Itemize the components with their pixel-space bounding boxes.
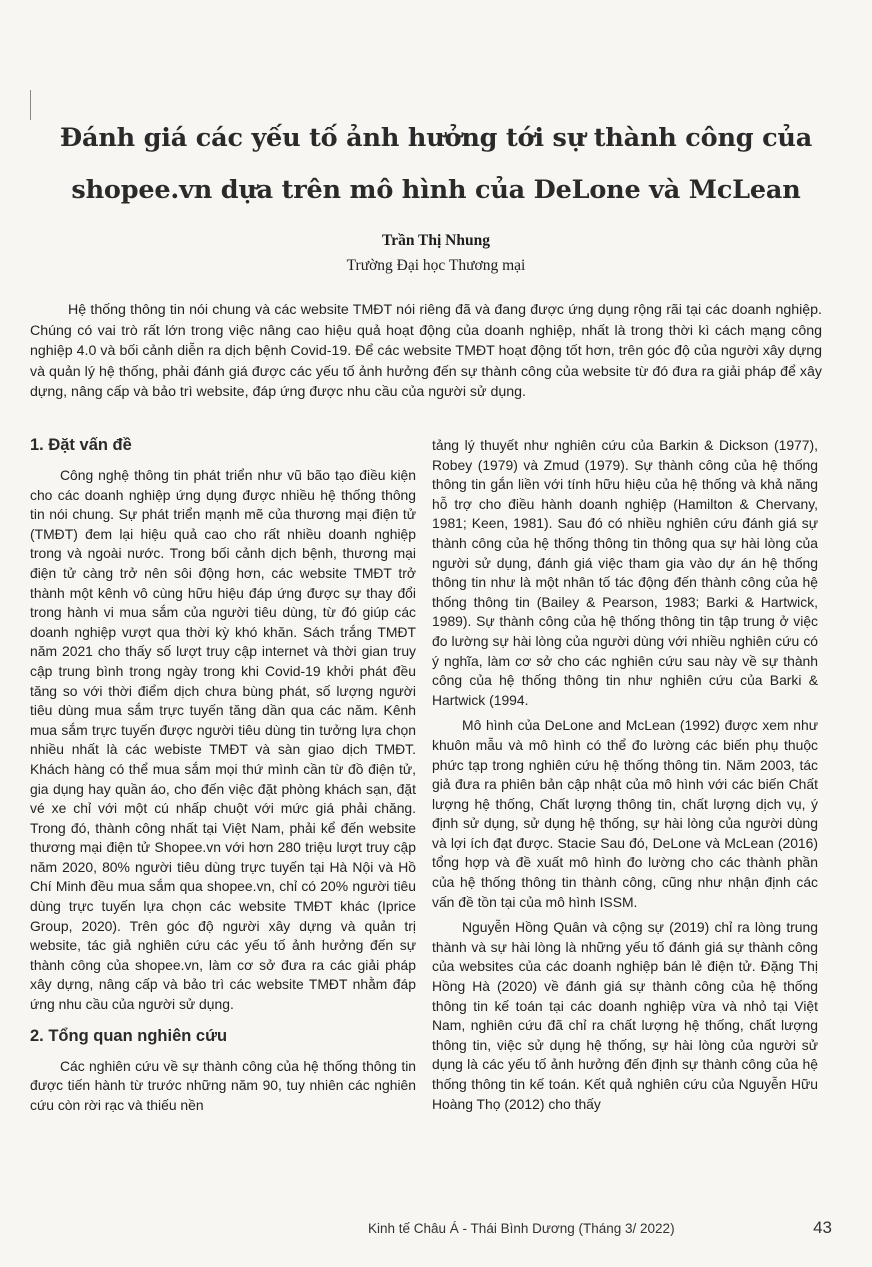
left-column <box>30 434 416 1121</box>
right-column <box>432 436 818 1120</box>
journal-footer: Kinh tế Châu Á - Thái Bình Dương (Tháng 3/ 2022) <box>368 1221 675 1236</box>
title-line-1: Đánh giá các yếu tố ảnh hưởng tới sự thành công của <box>59 123 813 153</box>
section-2-paragraph-1-start: Các nghiên cứu về sự thành công của hệ thống thông tin được tiến hành từ trước những năm 90, tuy nhiên các nghiên cứu còn rời rạc và thiếu nền <box>30 1057 416 1113</box>
section-2-paragraph-3: Nguyễn Hồng Quân và cộng sự (2019) chỉ ra lòng trung thành và sự hài lòng là những yếu tố đánh giá sự thành công của websites của các doanh nghiệp bán lẻ điện tử. Đặng Thị Hồng Hà (2020) về đánh giá sự thành công của hệ thống thông tin kế toán tại các doanh nghiệp vừa và nhỏ tại Việt Nam, nghiên cứu đã chỉ ra chất lượng hệ thống, chất lượng thông tin, việc sử dụng hệ thống, sự hài lòng của người sử dụng là các yếu tố ảnh hưởng đến định sự thành công của hệ thống thông tin kế toán. Kết quả nghiên cứu của Nguyễn Hữu Hoàng Thọ (2012) cho thấy <box>432 919 818 1112</box>
section-1-heading: 1. Đặt vấn đề <box>30 436 132 454</box>
section-2-heading: 2. Tổng quan nghiên cứu <box>30 1026 228 1045</box>
author-name: Trần Thị Nhung <box>382 232 490 249</box>
section-1-paragraph: Công nghệ thông tin phát triển như vũ bão tạo điều kiện cho các doanh nghiệp ứng dụng được nhiều hệ thống thông tin nói chung. Sự phát triển mạnh mẽ của thương mại điện tử (TMĐT) đem lại hiệu quả cao cho rất nhiều doanh nghiệp trong và ngoài nước. Trong bối cảnh dịch bệnh, thương mại điện tử càng trở nên sôi động hơn, các website TMĐT trở thành một kênh vô cùng hữu hiệu đáp ứng được sự thay đổi trong hành vi mua sắm của người tiêu dùng, từ đó giúp các doanh nghiệp vượt qua thời kỳ khó khăn. Sách trắng TMĐT năm 2021 cho thấy số lượt truy cập internet và thời gian truy cập trung bình trong ngày trong khi Covid-19 khởi phát đều tăng so với thời điểm dịch chưa bùng phát, số lượng người tiêu dùng mua sắm trực tuyến tăng dần qua các năm. Kênh mua sắm trực tuyến được người tiêu dùng tin tưởng lựa chọn nhiều nhất là các webiste TMĐT và sàn giao dịch TMĐT. Khách hàng có thể mua sắm mọi thứ mình cần từ đồ điện tử, gia dụng hay quần áo, cho đến việc đặt phòng khách sạn, đặt vé xe chỉ với một cú nhấp chuột với mức giá phải chăng. Trong đó, thành công nhất tại Việt Nam, phải kể đến website thương mại điện tử Shopee.vn với hơn 280 triệu lượt truy cập năm 2020, 80% người tiêu dùng trực tuyến tại Hà Nội và Hồ Chí Minh đều mua sắm qua shopee.vn, chỉ có 20% người tiêu dùng trực tuyến lựa chọn các website TMĐT khác (Iprice Group, 2020). Trên góc độ người xây dựng và quản trị website, tác giả nghiên cứu các yếu tố ảnh hưởng đến sự thành công của shopee.vn, làm cơ sở đưa ra các giải pháp xây dựng, nâng cấp và bảo trì các website TMĐT nhằm đáp ứng nhu cầu của người sử dụng. <box>30 467 416 1013</box>
section-2-paragraph-1-cont: tảng lý thuyết như nghiên cứu của Barkin & Dickson (1977), Robey (1979) và Zmud (1979). Sự thành công của hệ thống thông tin gắn liền với tính hữu hiệu của hệ thống và khả năng hỗ trợ cho điều hành doanh nghiệp (Hamilton & Chervany, 1981; Keen, 1981). Sau đó có nhiều nghiên cứu đánh giá sự thành công của hệ thống thông tin thông qua sự hài lòng của người sử dụng, đánh giá việc tham gia vào dự án hệ thống thông tin như là một nhân tố tác động đến thành công của hệ thống thông tin (Bailey & Pearson, 1983; Barki & Hartwick, 1989). Sự thành công của hệ thống thông tin tập trung ở việc đo lường sự hài lòng của người dùng với nhiều nghiên cứu có ý nghĩa, làm cơ sở cho các nghiên cứu sau này về sự thành công của hệ thống thông tin như nghiên cứu của Barki & Hartwick (1994. <box>432 437 818 708</box>
page-number: 43 <box>813 1218 832 1237</box>
section-2-paragraph-2: Mô hình của DeLone and McLean (1992) được xem như khuôn mẫu và mô hình có thể đo lường các biến phụ thuộc phức tạp trong nghiên cứu hệ thống thông tin. Năm 2003, tác giả đưa ra phiên bản cập nhật của mô hình với các biến Chất lượng hệ thống, Chất lượng thông tin, chất lượng dịch vụ, ý định sử dụng, sử dụng hệ thống, sự hài lòng của người dùng và lợi ích đạt được. Stacie Sau đó, DeLone và McLean (2016) tổng hợp và đề xuất mô hình đo lường cho các thành phần của hệ thống thông tin thành công, cũng như nhận định các vấn đề tồn tại của mô hình ISSM. <box>432 717 818 910</box>
title-line-2: shopee.vn dựa trên mô hình của DeLone và McLean <box>71 175 801 205</box>
author-affiliation: Trường Đại học Thương mại <box>346 257 526 274</box>
abstract: Hệ thống thông tin nói chung và các website TMĐT nói riêng đã và đang được ứng dụng rộng rãi tại các doanh nghiệp. Chúng có vai trò rất lớn trong việc nâng cao hiệu quả hoạt động của doanh nghiệp, nhất là trong thời kì cách mạng công nghiệp 4.0 và bối cảnh diễn ra dịch bệnh Covid-19. Để các website TMĐT hoạt động tốt hơn, trên góc độ của người xây dựng và quản lý hệ thống, phải đánh giá được các yếu tố ảnh hưởng đến sự thành công của website từ đó đưa ra giải pháp để xây dựng, nâng cấp và bảo trì website, đáp ứng được nhu cầu của người sử dụng. <box>30 302 822 400</box>
article-title <box>30 112 842 216</box>
